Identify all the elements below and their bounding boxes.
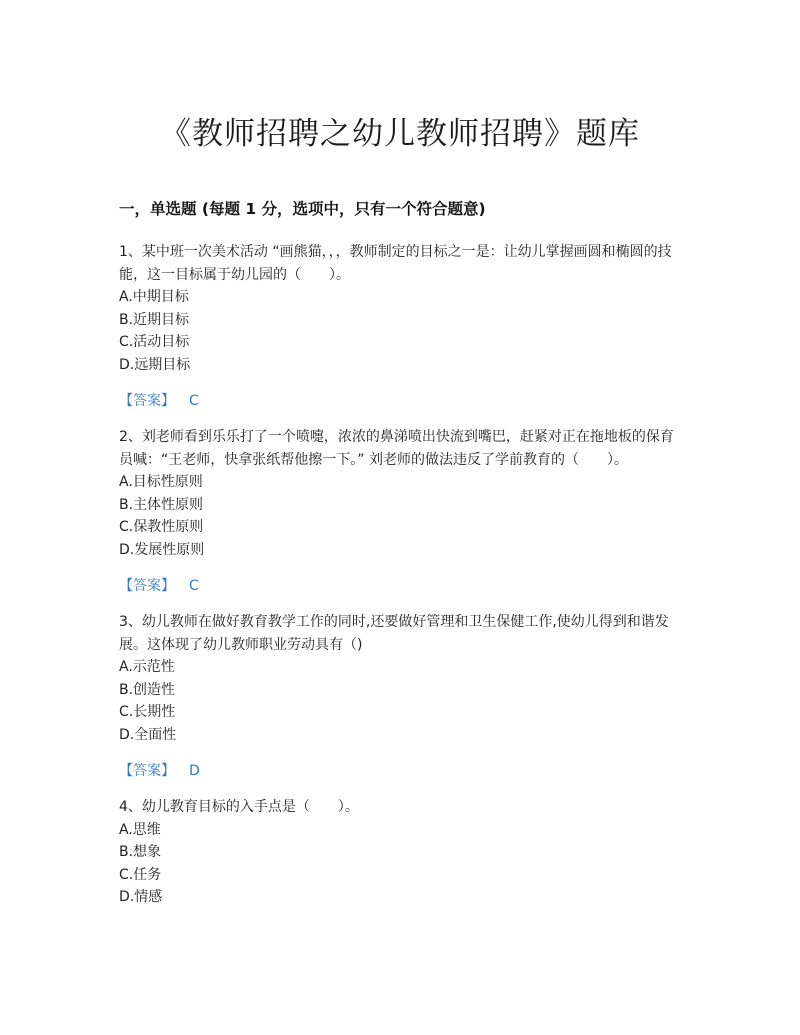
- answer-value: C: [189, 578, 199, 594]
- question-text: 2、刘老师看到乐乐打了一个喷嚏，浓浓的鼻涕喷出快流到嘴巴，赶紧对正在拖地板的保育员喊：“王老师，快拿张纸帮他擦一下。” 刘老师的做法违反了学前教育的（ ）。: [119, 429, 674, 468]
- option-b: B.主体性原则: [119, 496, 204, 513]
- question-2: [119, 426, 684, 598]
- section-heading: 一，单选题 (每题 1 分，选项中，只有一个符合题意): [119, 200, 486, 218]
- option-a: A.中期目标: [119, 289, 189, 305]
- option-d: D.发展性原则: [119, 541, 205, 558]
- option-c: C.长期性: [119, 704, 176, 720]
- question-1: [119, 241, 684, 413]
- option-a: A.目标性原则: [119, 474, 203, 490]
- option-b: B.想象: [119, 844, 162, 860]
- question-text: 3、幼儿教师在做好教育教学工作的同时,还要做好管理和卫生保健工作,使幼儿得到和谐发展。这体现了幼儿教师职业劳动具有（): [119, 614, 669, 653]
- option-a: A.思维: [119, 821, 161, 838]
- question-text: 4、幼儿教育目标的入手点是（ ）。: [119, 799, 359, 815]
- answer-label: 【答案】: [119, 393, 175, 409]
- option-d: D.情感: [119, 889, 163, 905]
- question-text: 1、某中班一次美术活动 “画熊猫，，，教师制定的目标之一是：让幼儿掌握画圆和椭圆的技能，这一目标属于幼儿园的（ ）。: [119, 244, 672, 283]
- answer-line: [119, 575, 684, 598]
- answer-value: D: [189, 763, 200, 779]
- answer-value: C: [189, 393, 199, 409]
- answer-label: 【答案】: [119, 578, 175, 594]
- option-a: A.示范性: [119, 659, 175, 675]
- option-c: C.活动目标: [119, 334, 190, 350]
- option-b: B.创造性: [119, 681, 176, 698]
- option-b: B.近期目标: [119, 311, 190, 328]
- answer-line: [119, 760, 684, 783]
- option-d: D.全面性: [119, 726, 177, 743]
- option-d: D.远期目标: [119, 356, 191, 373]
- answer-label: 【答案】: [119, 763, 175, 779]
- page-title: 《教师招聘之幼儿教师招聘》题库: [160, 116, 640, 152]
- question-4: [119, 796, 684, 909]
- option-c: C.保教性原则: [119, 519, 204, 535]
- option-c: C.任务: [119, 866, 162, 883]
- answer-line: [119, 390, 684, 413]
- question-3: [119, 611, 684, 783]
